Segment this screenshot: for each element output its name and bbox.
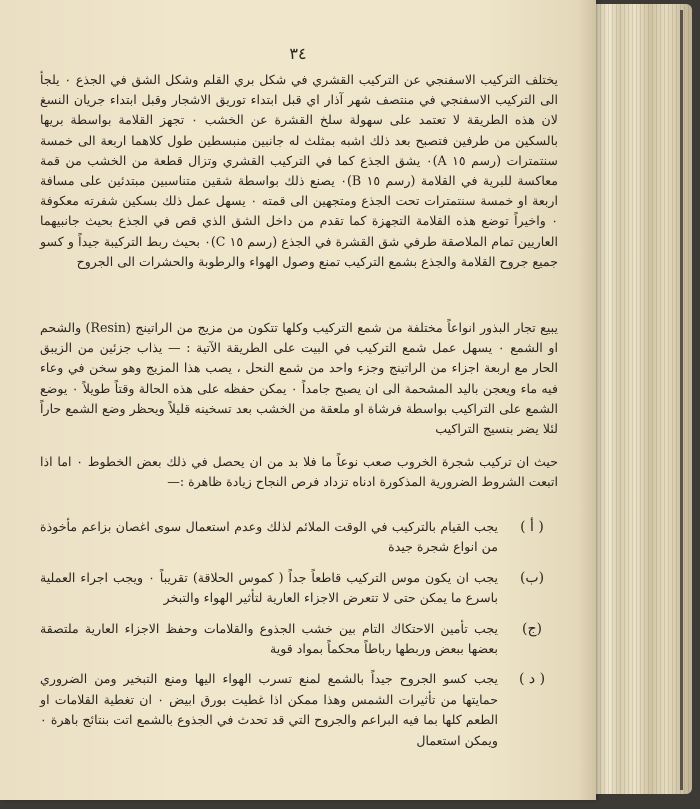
paragraph-text: يبيع تجار البذور انواعاً مختلفة من شمع التركيب وكلها تتكون من مزيج من الراتينج (Resin) والشحم او الشمع ٠ يسهل عمل شمع التركيب في البيت على الطريقة الآتية : — يذاب جزئين من الزيبق الحار مع اربعة اجزاء من الراتينج وجزء واحد من شمع النحل ، يصب هذا المزيج وهو سخن في وعاء فيه ماء ويعجن باليد المشحمة الى ان يصبح جامداً ٠ يمكن حفظه على هذه الحالة وقتاً طويلاً ٠ يوضع الشمع على التراكيب بواسطة فرشاة او ملعقة من الخشب بعد تسخينه قليلاً ويحظر وضع الشمع حاراً لئلا يضر بنسيج التراكيب xyxy=(40,320,558,437)
paragraph-grafting-wax xyxy=(40,318,558,439)
list-marker: ( د ) xyxy=(518,671,546,688)
paragraph-text: حيث ان تركيب شجرة الخروب صعب نوعاً ما فلا بد من ان يحصل في ذلك بعض الخطوط ٠ اما اذا اتبعت الشروط الضرورية المذكورة ادناه تزداد فرص النجاح زيادة ظاهرة :— xyxy=(40,454,558,490)
paragraph-conditions-intro xyxy=(40,452,558,492)
list-marker: (ب) xyxy=(519,569,545,586)
list-item-text: يجب ان يكون موس التركيب قاطعاً جداً ( كموس الحلاقة) تقريباً ٠ ويجب اجراء العملية باسرع ما يمكن حتى لا تتعرض الاجزاء العارية لتأثير الهواء والتبخر xyxy=(40,569,498,606)
book-cover-edge xyxy=(620,10,683,790)
paragraph-cleft-grafting xyxy=(40,70,558,272)
list-item xyxy=(40,517,560,558)
list-item-text: يجب تأمين الاحتكاك التام بين خشب الجذوع والقلامات وحفظ الاجزاء العارية ملتصقة بعضها ببعض وربطها رباطاً محكماً بمواد قوية xyxy=(40,620,498,657)
list-item xyxy=(40,669,560,751)
list-item xyxy=(40,619,560,660)
page-number: ٣٤ xyxy=(289,44,307,63)
conditions-list xyxy=(40,517,560,761)
paragraph-text: يختلف التركيب الاسفنجي عن التركيب القشري في شكل بري القلم وشكل الشق في الجذع ٠ يلجأ الى التركيب الاسفنجي في منتصف شهر آذار اي قبل ابتداء توريق الاشجار وقبل ابتداء جريان النسغ لان هذه الطريقة لا تعتمد على سهولة سلخ القشرة عن الخشب ٠ تجهز القلامة بواسطة بريها بالسكين من طرفين فتصبح بعد ذلك اشبه بمثلث له جانبين منبسطين طول كلاهما اربعة الى خمسة سنتمترات (رسم ١٥ A)٠ يشق الجذع كما في التركيب القشري وتزال قطعة من الخشب من قمة معاكسة للبرية في القلامة (رسم ١٥ B)٠ يصنع ذلك بواسطة شقين متناسبين مبتدئين على مسافة اربعة او خمسة سنتمترات تحت الجذع ومتجهين الى قمته ٠ يسهل عمل ذلك بسكين شفرته معكوفة ٠ واخيراً توضع هذه القلامة التجهزة كما تقدم من داخل الشق الذي قص في الجذع بحيث جانبيهما العاريين تمام الملاصقة طرفي شق القشرة في الجذع (رسم ١٥ C)٠ بحيث ربط التركيبة جيداً و كسو جميع جروح القلامة والجذع بشمع التركيب تمنع وصول الهواء والرطوبة والحشرات الى الجروح xyxy=(40,72,559,269)
list-marker: ( أ ) xyxy=(520,519,544,535)
list-marker: (ج) xyxy=(522,620,542,637)
list-item xyxy=(40,568,560,609)
list-item-text: يجب القيام بالتركيب في الوقت الملائم لذلك وعدم استعمال سوى اغصان بزاعم مأخوذة من انواع شجرة جيدة xyxy=(40,519,498,555)
list-item-text: يجب كسو الجروح جيداً بالشمع لمنع تسرب الهواء اليها ومنع التبخير ومن الضروري حمايتها من تأثيرات الشمس وهذا ممكن اذا غطيت بورق ابيض ٠ ان تغطية القلامات او الطعم كلها بما فيه البراعم والجروح التي قد تحدث في الجذوع بالشمع اتت بنتائج باهرة ٠ ويمكن استعمال xyxy=(40,671,498,748)
